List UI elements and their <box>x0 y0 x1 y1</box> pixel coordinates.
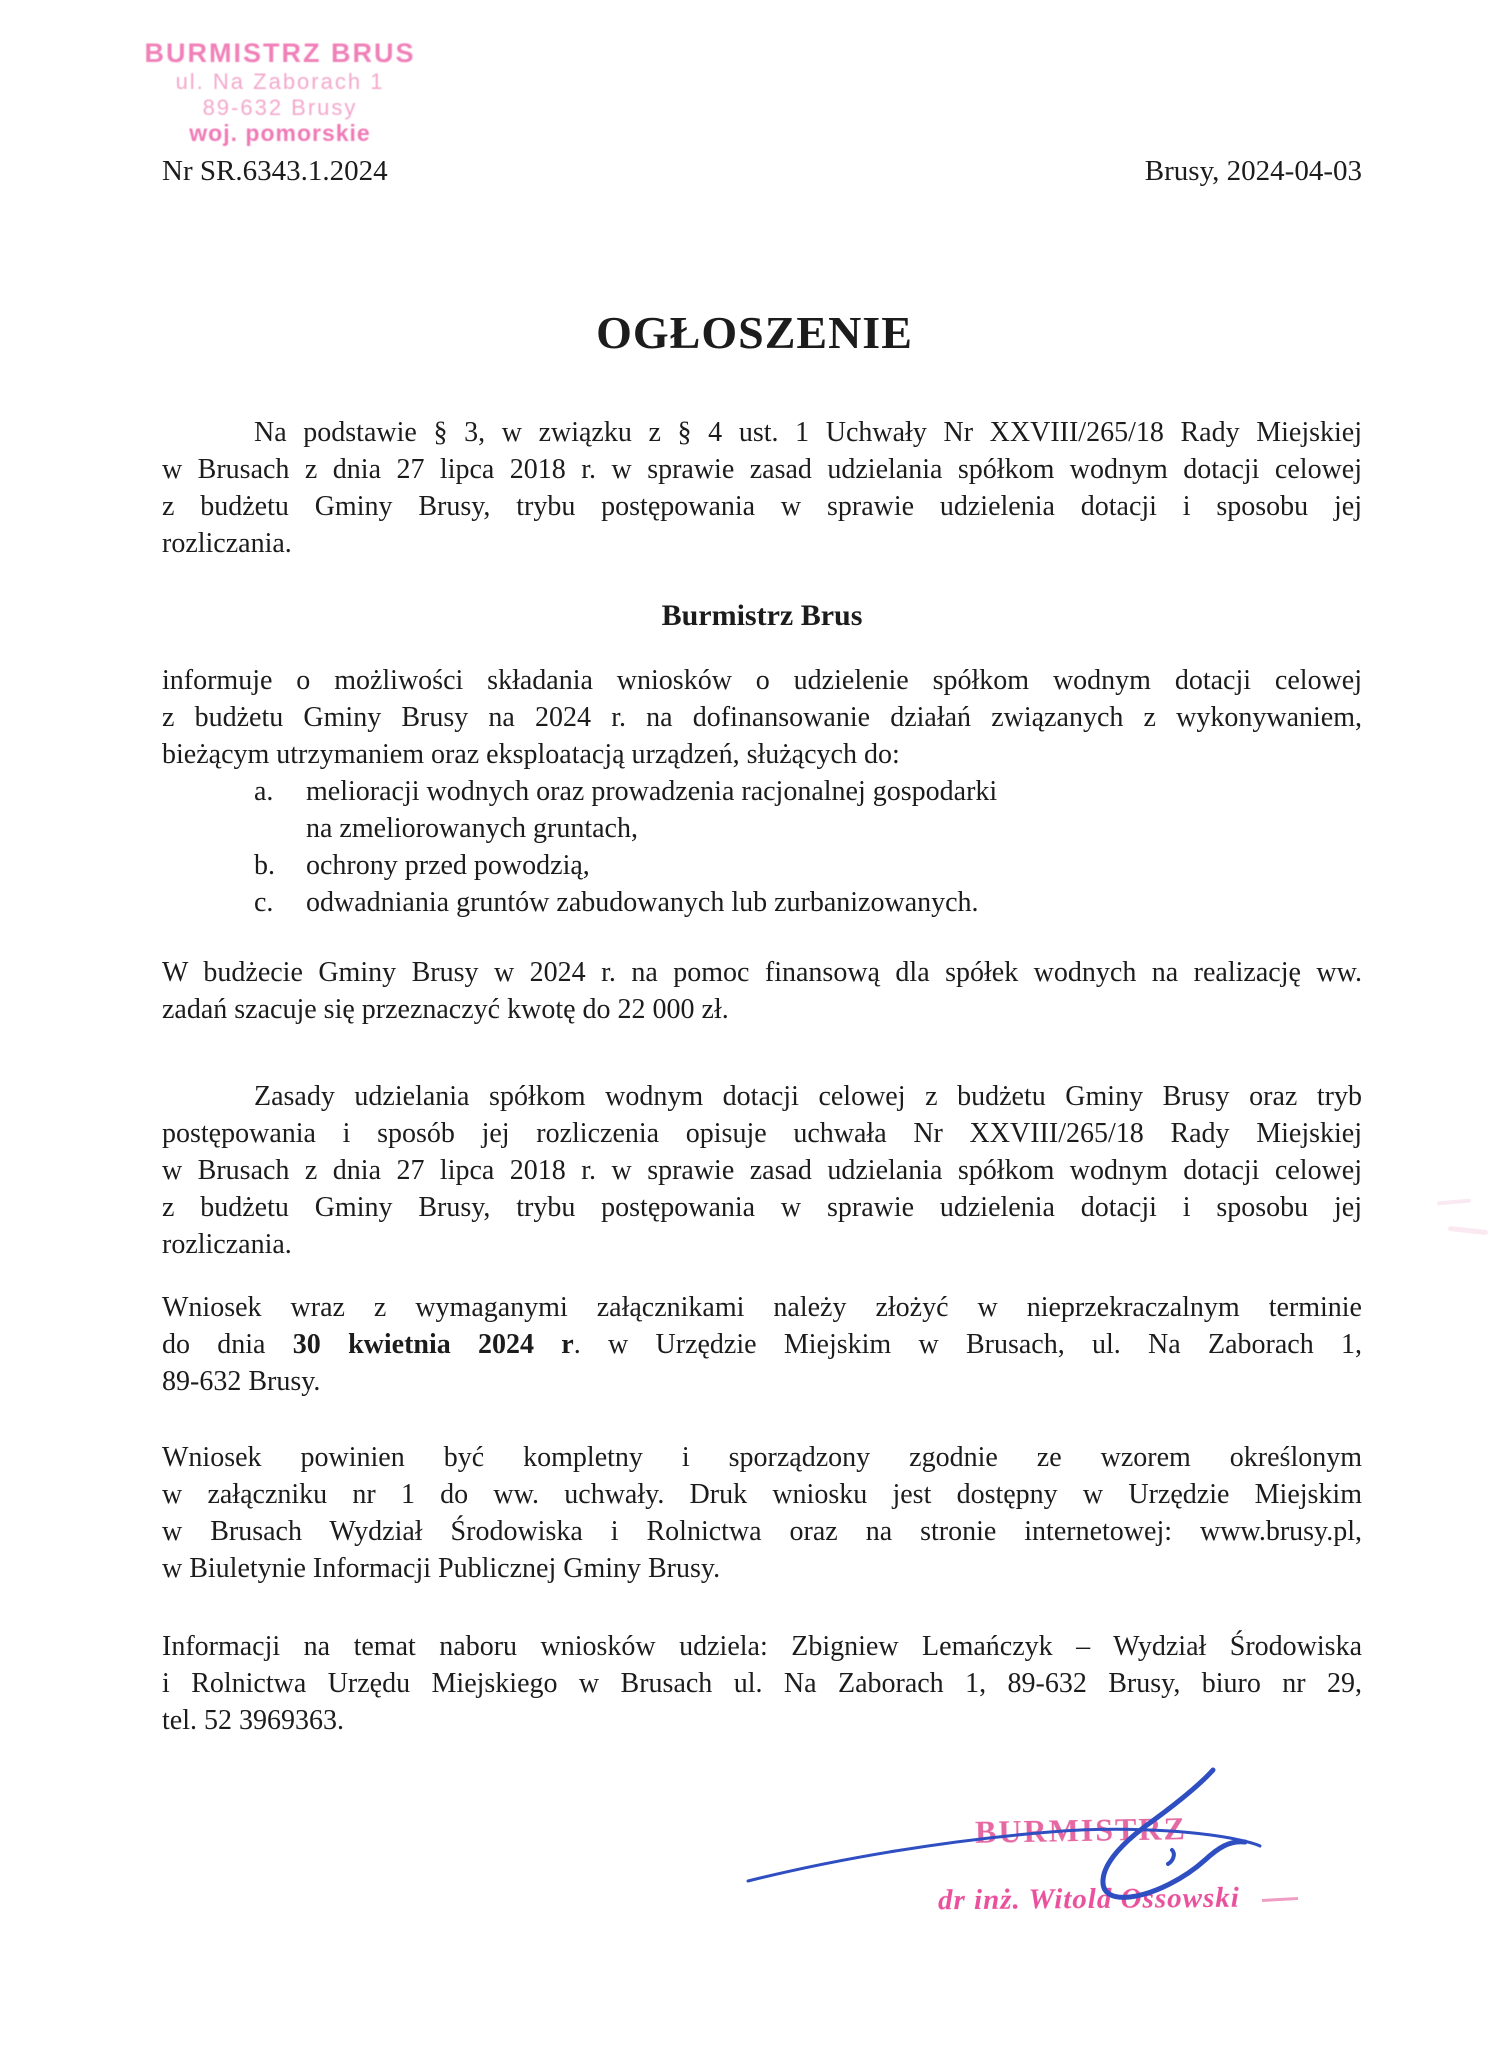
text-line: postępowania i sposób jej rozliczenia opisuje uchwała Nr XXVIII/265/18 Rady Miejskiej <box>162 1118 1362 1149</box>
text-line: ochrony przed powodzią, <box>306 850 590 881</box>
text-line: Zasady udzielania spółkom wodnym dotacji celowej z budżetu Gminy Brusy oraz tryb <box>254 1081 1362 1112</box>
text-line: informuje o możliwości składania wniosków o udzielenie spółkom wodnym dotacji celowej <box>162 665 1362 696</box>
text-line: W budżecie Gminy Brusy w 2024 r. na pomoc finansową dla spółek wodnych na realizację ww. <box>162 957 1362 988</box>
letterhead-stamp <box>105 38 455 146</box>
text-line: do dnia 30 kwietnia 2024 r. w Urzędzie Miejskim w Brusach, ul. Na Zaborach 1, <box>162 1329 1362 1360</box>
paragraph-budget-amount <box>162 954 1362 1028</box>
list-item <box>162 773 1362 847</box>
text-line: bieżącym utrzymaniem oraz eksploatacją urządzeń, służących do: <box>162 739 900 770</box>
text-line: Wniosek wraz z wymaganymi załącznikami należy złożyć w nieprzekraczalnym terminie <box>162 1292 1362 1323</box>
text-line: z budżetu Gminy Brusy na 2024 r. na dofinansowanie działań związanych z wykonywaniem, <box>162 702 1362 733</box>
signature-tick-stroke <box>1168 1850 1174 1864</box>
signature-role-stamp: BURMISTRZ <box>974 1810 1188 1850</box>
paragraph-legal-basis <box>162 414 1362 562</box>
subheading-burmistrz-brus: Burmistrz Brus <box>661 599 863 632</box>
text-line: zadań szacuje się przeznaczyć kwotę do 22 000 zł. <box>162 994 729 1025</box>
handwritten-signature-ink <box>680 1752 1280 1952</box>
text-line: Informacji na temat naboru wniosków udziela: Zbigniew Lemańczyk – Wydział Środowiska <box>162 1631 1362 1662</box>
text-line: Na podstawie § 3, w związku z § 4 ust. 1 Uchwały Nr XXVIII/265/18 Rady Miejskiej <box>254 417 1362 448</box>
list-item <box>162 847 1362 884</box>
text-line: na zmeliorowanych gruntach, <box>306 813 638 844</box>
stray-ink-mark <box>1437 1199 1471 1206</box>
text-line: odwadniania gruntów zabudowanych lub zurbanizowanych. <box>306 887 979 918</box>
text-line: Wniosek powinien być kompletny i sporządzony zgodnie ze wzorem określonym <box>162 1442 1362 1473</box>
place-and-date: Brusy, 2024-04-03 <box>1144 155 1362 187</box>
list-item-text <box>306 847 1362 884</box>
paragraph-deadline <box>162 1289 1362 1400</box>
text-line: melioracji wodnych oraz prowadzenia racjonalnej gospodarki <box>306 776 998 807</box>
list-item-text <box>306 884 1362 921</box>
signature-loop-stroke <box>1103 1770 1245 1897</box>
text-line: rozliczania. <box>162 1229 292 1260</box>
paragraph-announcement <box>162 662 1362 773</box>
stray-ink-mark <box>1448 1226 1488 1235</box>
text-line: w Brusach Wydział Środowiska i Rolnictwa oraz na stronie internetowej: www.brusy.pl, <box>162 1516 1362 1547</box>
paragraph-form-info <box>162 1439 1362 1587</box>
text-line: w załączniku nr 1 do ww. uchwały. Druk wniosku jest dostępny w Urzędzie Miejskim <box>162 1479 1362 1510</box>
letterhead-authority: BURMISTRZ BRUS <box>144 38 416 68</box>
text-line: w Brusach z dnia 27 lipca 2018 r. w sprawie zasad udzielania spółkom wodnym dotacji celowej <box>162 1155 1362 1186</box>
signature-swoosh-stroke <box>748 1829 1260 1881</box>
text-line: i Rolnictwa Urzędu Miejskiego w Brusach ul. Na Zaborach 1, 89-632 Brusy, biuro nr 29, <box>162 1668 1362 1699</box>
text-line: w Biuletynie Informacji Publicznej Gminy Brusy. <box>162 1553 721 1584</box>
paragraph-rules <box>162 1078 1362 1263</box>
text-line: rozliczania. <box>162 528 292 559</box>
text-line: tel. 52 3969363. <box>162 1705 344 1736</box>
reference-number: Nr SR.6343.1.2024 <box>162 155 388 187</box>
text-line: z budżetu Gminy Brusy, trybu postępowania w sprawie udzielenia dotacji i sposobu jej <box>162 491 1362 522</box>
signature-name-stamp: dr inż. Witold Ossowski <box>937 1881 1240 1917</box>
letterhead-city: 89-632 Brusy <box>202 95 358 120</box>
letterhead-street: ul. Na Zaborach 1 <box>175 69 385 94</box>
text-line: z budżetu Gminy Brusy, trybu postępowania w sprawie udzielenia dotacji i sposobu jej <box>162 1192 1362 1223</box>
list-item-text <box>306 773 1362 847</box>
letterhead-voivodeship: woj. pomorskie <box>189 120 371 146</box>
document-title: OGŁOSZENIE <box>596 307 913 358</box>
text-line: 89-632 Brusy. <box>162 1366 321 1397</box>
text-line: w Brusach z dnia 27 lipca 2018 r. w sprawie zasad udzielania spółkom wodnym dotacji celowej <box>162 454 1362 485</box>
reference-row <box>162 153 1362 190</box>
list-item-marker: a. <box>254 776 274 807</box>
purpose-list <box>162 773 1362 921</box>
list-item-marker: b. <box>254 850 275 881</box>
list-item-marker: c. <box>254 887 274 918</box>
list-item <box>162 884 1362 921</box>
paragraph-contact <box>162 1628 1362 1739</box>
